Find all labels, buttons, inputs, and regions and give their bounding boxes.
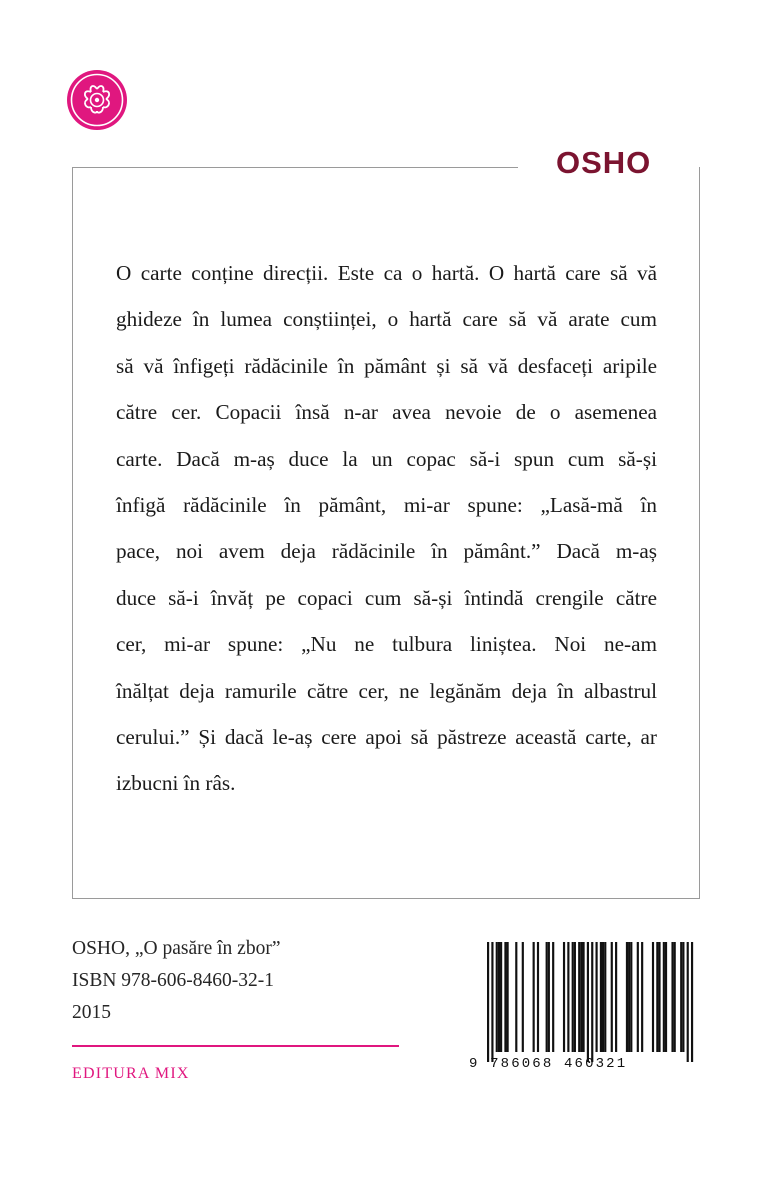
blurb-line: izbucni în râs. xyxy=(116,771,236,796)
barcode-bar xyxy=(537,942,539,1052)
book-info xyxy=(72,933,280,1029)
barcode-bar xyxy=(637,942,639,1052)
barcode-bar xyxy=(504,942,506,1052)
barcode-bar xyxy=(582,942,584,1052)
lotus-logo-icon xyxy=(66,69,128,131)
barcode-bar xyxy=(578,942,580,1052)
blurb-line: duce să-i învăț pe copaci cum să-și întindă crengile către xyxy=(116,585,657,610)
barcode-bar xyxy=(665,942,667,1052)
barcode-bar xyxy=(515,942,517,1052)
book-title-line: OSHO, „O pasăre în zbor” xyxy=(72,938,281,959)
blurb-line: înfigă rădăcinile în pământ, mi-ar spune: „Lasă-mă în xyxy=(116,493,657,518)
barcode-bar xyxy=(626,942,628,1052)
blurb-line: ghideze în lumea conștiinței, o hartă care să vă arate cum xyxy=(116,307,657,332)
barcode-bar xyxy=(533,942,535,1052)
barcode-bar xyxy=(630,942,632,1052)
barcode-bar xyxy=(574,942,576,1052)
barcode-bar xyxy=(615,942,617,1052)
barcode-bar xyxy=(563,942,565,1052)
barcode-bar xyxy=(671,942,673,1052)
barcode-bar xyxy=(691,942,693,1062)
barcode-bar xyxy=(546,942,548,1052)
barcode-bar xyxy=(611,942,613,1052)
barcode-bar xyxy=(591,942,593,1062)
blurb-line: cer, mi-ar spune: „Nu ne tulbura liniștea. Noi ne-am xyxy=(116,632,657,657)
barcode-bar xyxy=(500,942,502,1052)
barcode-bar xyxy=(522,942,524,1052)
barcode-bar xyxy=(498,942,500,1052)
back-cover-blurb xyxy=(116,250,657,807)
barcode-bar xyxy=(572,942,574,1052)
barcode-bar xyxy=(596,942,598,1052)
barcode-bar xyxy=(487,942,489,1062)
publisher-rule xyxy=(72,1045,399,1047)
barcode-bar xyxy=(680,942,682,1052)
barcode-bar xyxy=(641,942,643,1052)
barcode-bar xyxy=(600,942,602,1052)
isbn-line: ISBN 978-606-8460-32-1 xyxy=(72,970,275,991)
barcode-digits: 9 786068 460321 xyxy=(469,1056,628,1072)
barcode-bar xyxy=(567,942,569,1052)
author-name: OSHO xyxy=(556,145,652,180)
barcode xyxy=(463,932,708,1082)
year-line: 2015 xyxy=(72,1002,111,1023)
barcode-bar xyxy=(604,942,606,1052)
barcode-bar xyxy=(658,942,660,1052)
publisher-name: EDITURA MIX xyxy=(72,1065,190,1082)
blurb-line: O carte conține direcții. Este ca o hartă. O hartă care să vă xyxy=(116,261,657,285)
barcode-bar xyxy=(628,942,630,1052)
blurb-line: să vă înfigeți rădăcinile în pământ și să vă desfaceți aripile xyxy=(116,353,657,378)
blurb-line: carte. Dacă m-aș duce la un copac să-i spun cum să-și xyxy=(116,446,657,471)
barcode-bar xyxy=(552,942,554,1052)
barcode-bar xyxy=(652,942,654,1052)
barcode-bar xyxy=(587,942,589,1062)
blurb-line: pace, noi avem deja rădăcinile în pământ.” Dacă m-aș xyxy=(116,539,657,564)
barcode-bar xyxy=(496,942,498,1052)
barcode-bar xyxy=(602,942,604,1052)
barcode-bar xyxy=(682,942,684,1052)
blurb-line: înălțat deja ramurile către cer, ne legănăm deja în albastrul xyxy=(116,678,657,703)
barcode-bar xyxy=(580,942,582,1052)
barcode-bar xyxy=(548,942,550,1052)
barcode-bar xyxy=(507,942,509,1052)
blurb-line: către cer. Copacii însă n-ar avea nevoie de o asemenea xyxy=(116,400,657,425)
barcode-bar xyxy=(674,942,676,1052)
barcode-bar xyxy=(687,942,689,1062)
blurb-line: cerului.” Și dacă le-aș cere apoi să păstreze această carte, ar xyxy=(116,725,657,750)
barcode-bar xyxy=(656,942,658,1052)
barcode-bar xyxy=(491,942,493,1062)
barcode-bar xyxy=(663,942,665,1052)
